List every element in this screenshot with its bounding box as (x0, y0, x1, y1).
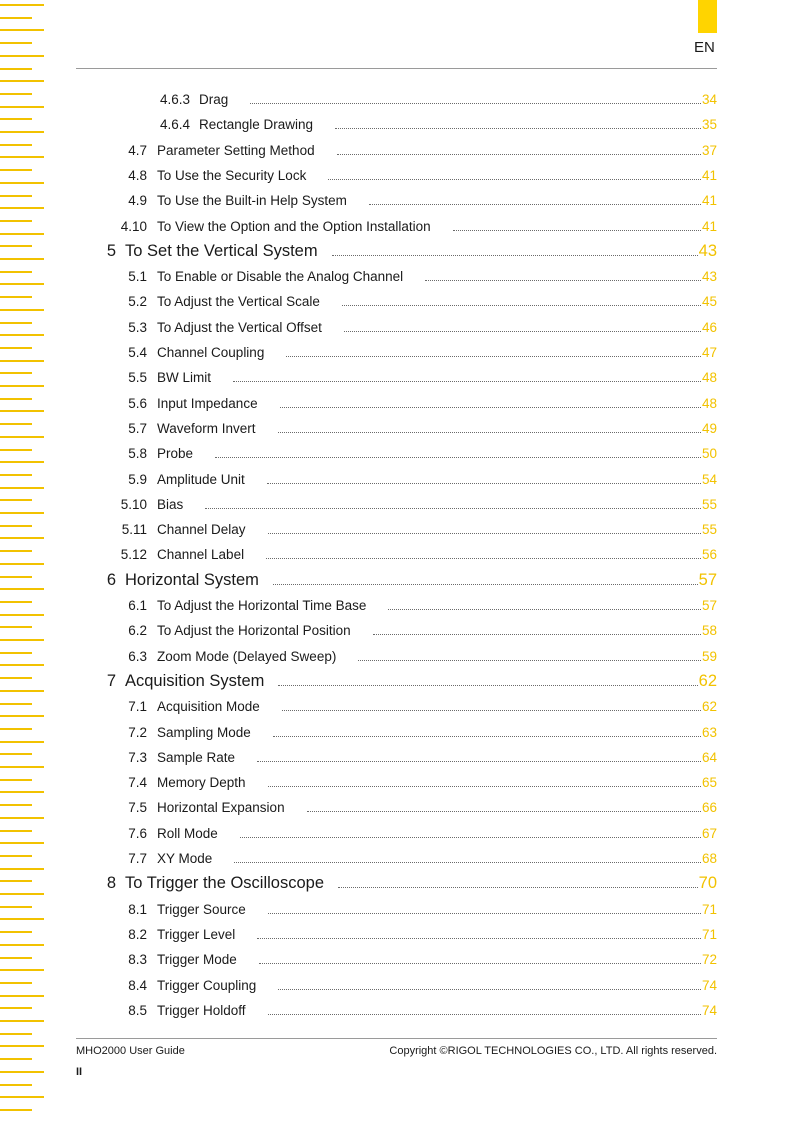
toc-entry[interactable] (0, 978, 793, 1000)
toc-entry-page: 43 (698, 241, 717, 260)
toc-entry[interactable] (0, 446, 793, 468)
toc-entry[interactable] (0, 874, 793, 896)
toc-dot-leader (342, 305, 701, 306)
toc-dot-leader (453, 230, 701, 231)
toc-dot-leader (282, 710, 701, 711)
toc-entry-title: Acquisition System (125, 671, 265, 690)
toc-entry-page: 57 (701, 598, 717, 613)
toc-entry[interactable] (0, 1003, 793, 1025)
toc-entry-page: 49 (701, 420, 717, 436)
language-label: EN (694, 39, 715, 56)
toc-entry-page: 63 (701, 724, 717, 740)
toc-entry-number: 4.6.3 (159, 92, 190, 107)
toc-entry-number: 4.8 (128, 167, 147, 183)
ruler-tick (0, 1109, 32, 1111)
toc-entry-page: 48 (701, 370, 717, 386)
toc-dot-leader (205, 508, 701, 509)
toc-entry-number: 8.4 (128, 977, 147, 993)
ruler-tick (0, 1096, 44, 1098)
toc-entry[interactable] (0, 800, 793, 822)
toc-entry-title: Amplitude Unit (157, 471, 245, 487)
toc-entry-page: 43 (701, 269, 717, 285)
toc-dot-leader (215, 457, 701, 458)
toc-entry-title: Sampling Mode (157, 724, 251, 740)
toc-entry[interactable] (0, 242, 793, 264)
toc-entry[interactable] (0, 92, 793, 114)
toc-entry-title: BW Limit (157, 370, 211, 386)
toc-entry[interactable] (0, 826, 793, 848)
toc-entry-number: 4.10 (120, 218, 147, 234)
toc-entry-number: 7.6 (128, 825, 147, 841)
toc-entry-title: Input Impedance (157, 395, 258, 411)
toc-dot-leader (257, 761, 701, 762)
toc-entry[interactable] (0, 927, 793, 949)
toc-dot-leader (373, 634, 701, 635)
toc-dot-leader (266, 558, 701, 559)
toc-entry-page: 66 (701, 800, 717, 816)
toc-dot-leader (280, 407, 701, 408)
toc-entry-page: 72 (701, 952, 717, 968)
toc-entry[interactable] (0, 851, 793, 873)
toc-entry-title: To View the Option and the Option Installation (157, 218, 431, 234)
toc-entry-page: 54 (701, 471, 717, 487)
toc-entry-page: 35 (701, 117, 717, 133)
toc-entry-page: 55 (701, 496, 717, 512)
toc-entry[interactable] (0, 623, 793, 645)
toc-dot-leader (328, 179, 701, 180)
toc-entry-title: Drag (199, 92, 229, 107)
ruler-tick (0, 68, 32, 70)
toc-entry-number: 7 (106, 671, 116, 690)
toc-dot-leader (267, 483, 701, 484)
toc-entry-number: 4.7 (128, 142, 147, 158)
toc-entry[interactable] (0, 294, 793, 316)
toc-entry-title: To Trigger the Oscilloscope (125, 874, 325, 893)
toc-entry[interactable] (0, 269, 793, 291)
toc-entry-number: 5.1 (128, 269, 147, 285)
toc-entry-page: 59 (701, 648, 717, 664)
toc-entry-number: 5.12 (120, 547, 147, 563)
toc-entry-title: To Adjust the Vertical Offset (157, 319, 322, 335)
toc-entry-page: 62 (698, 671, 717, 690)
toc-dot-leader (268, 1014, 701, 1015)
toc-entry-title: Roll Mode (157, 825, 218, 841)
toc-entry-title: Waveform Invert (157, 420, 256, 436)
toc-dot-leader (425, 280, 701, 281)
toc-entry-title: Trigger Holdoff (157, 1002, 246, 1018)
ruler-tick (0, 1045, 44, 1047)
toc-entry-number: 7.3 (128, 749, 147, 765)
toc-entry-number: 8 (106, 874, 116, 893)
toc-entry-number: 7.4 (128, 775, 147, 791)
footer-guide-title: MHO2000 User Guide (76, 1045, 185, 1057)
toc-dot-leader (307, 811, 701, 812)
toc-dot-leader (240, 837, 701, 838)
toc-entry-page: 58 (701, 623, 717, 639)
toc-entry-number: 8.3 (128, 952, 147, 968)
toc-entry[interactable] (0, 571, 793, 593)
toc-dot-leader (250, 103, 701, 104)
toc-entry-title: Sample Rate (157, 749, 236, 765)
toc-entry[interactable] (0, 472, 793, 494)
toc-entry-page: 34 (701, 92, 717, 107)
toc-entry-number: 8.1 (128, 901, 147, 917)
toc-entry-page: 64 (701, 749, 717, 765)
toc-dot-leader (332, 255, 698, 256)
toc-entry-page: 74 (701, 977, 717, 993)
toc-entry[interactable] (0, 672, 793, 694)
toc-entry-number: 8.5 (128, 1002, 147, 1018)
toc-entry-number: 8.2 (128, 926, 147, 942)
header-divider (76, 68, 717, 69)
toc-entry-title: Probe (157, 446, 194, 462)
toc-entry-page: 45 (701, 294, 717, 310)
toc-entry-title: XY Mode (157, 851, 213, 866)
footer-divider (76, 1038, 717, 1039)
ruler-tick (0, 1033, 32, 1035)
toc-entry[interactable] (0, 219, 793, 241)
ruler-tick (0, 29, 44, 31)
toc-entry-title: Memory Depth (157, 775, 246, 791)
toc-entry-title: Trigger Source (157, 901, 246, 917)
toc-entry-number: 5.8 (128, 446, 147, 462)
toc-entry-title: Trigger Level (157, 926, 236, 942)
toc-entry-title: To Use the Security Lock (157, 167, 307, 183)
toc-entry[interactable] (0, 952, 793, 974)
toc-dot-leader (268, 533, 701, 534)
toc-entry-page: 41 (701, 218, 717, 234)
footer-copyright: Copyright ©RIGOL TECHNOLOGIES CO., LTD. All rights reserved. (389, 1045, 717, 1057)
toc-dot-leader (273, 584, 698, 585)
toc-entry-page: 46 (701, 319, 717, 335)
toc-entry-page: 37 (701, 142, 717, 158)
toc-entry[interactable] (0, 117, 793, 139)
language-tab-marker (698, 0, 717, 33)
toc-entry-title: Rectangle Drawing (199, 117, 314, 133)
toc-entry[interactable] (0, 497, 793, 519)
toc-entry-title: Trigger Mode (157, 952, 237, 968)
toc-entry-title: Channel Delay (157, 522, 246, 538)
ruler-tick (0, 55, 44, 57)
toc-entry-number: 4.9 (128, 193, 147, 209)
toc-dot-leader (344, 331, 701, 332)
toc-entry-number: 5.6 (128, 395, 147, 411)
toc-entry-title: To Adjust the Horizontal Position (157, 623, 351, 639)
toc-entry-page: 41 (701, 193, 717, 209)
toc-entry-page: 68 (701, 851, 717, 866)
toc-entry-page: 65 (701, 775, 717, 791)
toc-entry-number: 7.5 (128, 800, 147, 816)
toc-entry-number: 5.5 (128, 370, 147, 386)
toc-entry-number: 5.9 (128, 471, 147, 487)
toc-dot-leader (337, 154, 701, 155)
toc-entry-title: Parameter Setting Method (157, 142, 315, 158)
toc-dot-leader (338, 887, 698, 888)
toc-entry[interactable] (0, 902, 793, 924)
toc-entry-number: 7.7 (128, 851, 147, 866)
toc-entry[interactable] (0, 168, 793, 190)
toc-entry[interactable] (0, 421, 793, 443)
toc-entry-page: 47 (701, 345, 717, 360)
toc-entry[interactable] (0, 522, 793, 544)
toc-entry[interactable] (0, 193, 793, 215)
ruler-tick (0, 1058, 32, 1060)
toc-entry[interactable] (0, 345, 793, 367)
toc-dot-leader (234, 862, 701, 863)
ruler-tick (0, 1084, 32, 1086)
toc-entry[interactable] (0, 396, 793, 418)
ruler-tick (0, 80, 44, 82)
toc-entry-page: 41 (701, 167, 717, 183)
toc-entry-title: Zoom Mode (Delayed Sweep) (157, 648, 337, 664)
toc-dot-leader (286, 356, 701, 357)
toc-entry-number: 7.1 (128, 699, 147, 715)
toc-entry-title: To Enable or Disable the Analog Channel (157, 269, 404, 285)
toc-entry[interactable] (0, 547, 793, 569)
toc-entry-title: Channel Label (157, 547, 245, 563)
toc-entry-number: 6.3 (128, 648, 147, 664)
toc-entry-title: To Set the Vertical System (125, 241, 318, 260)
toc-dot-leader (388, 609, 701, 610)
toc-entry-page: 70 (698, 874, 717, 893)
toc-dot-leader (268, 913, 701, 914)
toc-entry-title: Horizontal Expansion (157, 800, 285, 816)
toc-dot-leader (257, 938, 701, 939)
toc-entry-title: To Use the Built-in Help System (157, 193, 347, 209)
toc-entry[interactable] (0, 370, 793, 392)
ruler-tick (0, 4, 44, 6)
toc-entry-number: 5.7 (128, 420, 147, 436)
toc-entry-number: 5.10 (120, 496, 147, 512)
toc-entry-number: 6.1 (128, 598, 147, 613)
toc-entry-number: 5 (106, 241, 116, 260)
toc-entry-page: 67 (701, 825, 717, 841)
toc-entry-number: 5.11 (121, 522, 147, 538)
toc-dot-leader (335, 128, 701, 129)
toc-entry-title: Trigger Coupling (157, 977, 257, 993)
toc-entry-title: To Adjust the Horizontal Time Base (157, 598, 367, 613)
toc-entry-title: To Adjust the Vertical Scale (157, 294, 320, 310)
page-number: II (76, 1066, 83, 1078)
toc-entry-page: 56 (701, 547, 717, 563)
toc-entry-number: 5.4 (128, 345, 147, 360)
toc-entry-title: Horizontal System (125, 570, 259, 589)
toc-dot-leader (259, 963, 701, 964)
toc-entry-number: 7.2 (128, 724, 147, 740)
toc-entry-number: 6.2 (128, 623, 147, 639)
toc-dot-leader (369, 204, 701, 205)
toc-entry[interactable] (0, 598, 793, 620)
toc-dot-leader (233, 381, 701, 382)
toc-entry[interactable] (0, 649, 793, 671)
toc-entry[interactable] (0, 320, 793, 342)
toc-entry[interactable] (0, 775, 793, 797)
toc-dot-leader (268, 786, 701, 787)
toc-entry-page: 62 (701, 699, 717, 715)
toc-entry-page: 74 (701, 1002, 717, 1018)
toc-dot-leader (278, 989, 701, 990)
toc-entry-title: Acquisition Mode (157, 699, 260, 715)
toc-entry-page: 55 (701, 522, 717, 538)
toc-entry-number: 5.2 (128, 294, 147, 310)
toc-entry-title: Channel Coupling (157, 345, 265, 360)
toc-entry-page: 71 (701, 926, 717, 942)
toc-entry-number: 4.6.4 (159, 117, 190, 133)
toc-entry[interactable] (0, 725, 793, 747)
toc-entry[interactable] (0, 699, 793, 721)
toc-entry-page: 57 (698, 570, 717, 589)
toc-dot-leader (273, 736, 701, 737)
toc-entry[interactable] (0, 143, 793, 165)
toc-dot-leader (278, 685, 698, 686)
toc-dot-leader (278, 432, 701, 433)
toc-entry-page: 48 (701, 395, 717, 411)
toc-entry[interactable] (0, 750, 793, 772)
ruler-tick (0, 42, 32, 44)
toc-entry-title: Bias (157, 496, 184, 512)
toc-entry-number: 5.3 (128, 319, 147, 335)
toc-dot-leader (358, 660, 701, 661)
toc-entry-page: 71 (701, 901, 717, 917)
toc-entry-number: 6 (106, 570, 116, 589)
toc-entry-page: 50 (701, 446, 717, 462)
ruler-tick (0, 1071, 44, 1073)
ruler-tick (0, 17, 32, 19)
